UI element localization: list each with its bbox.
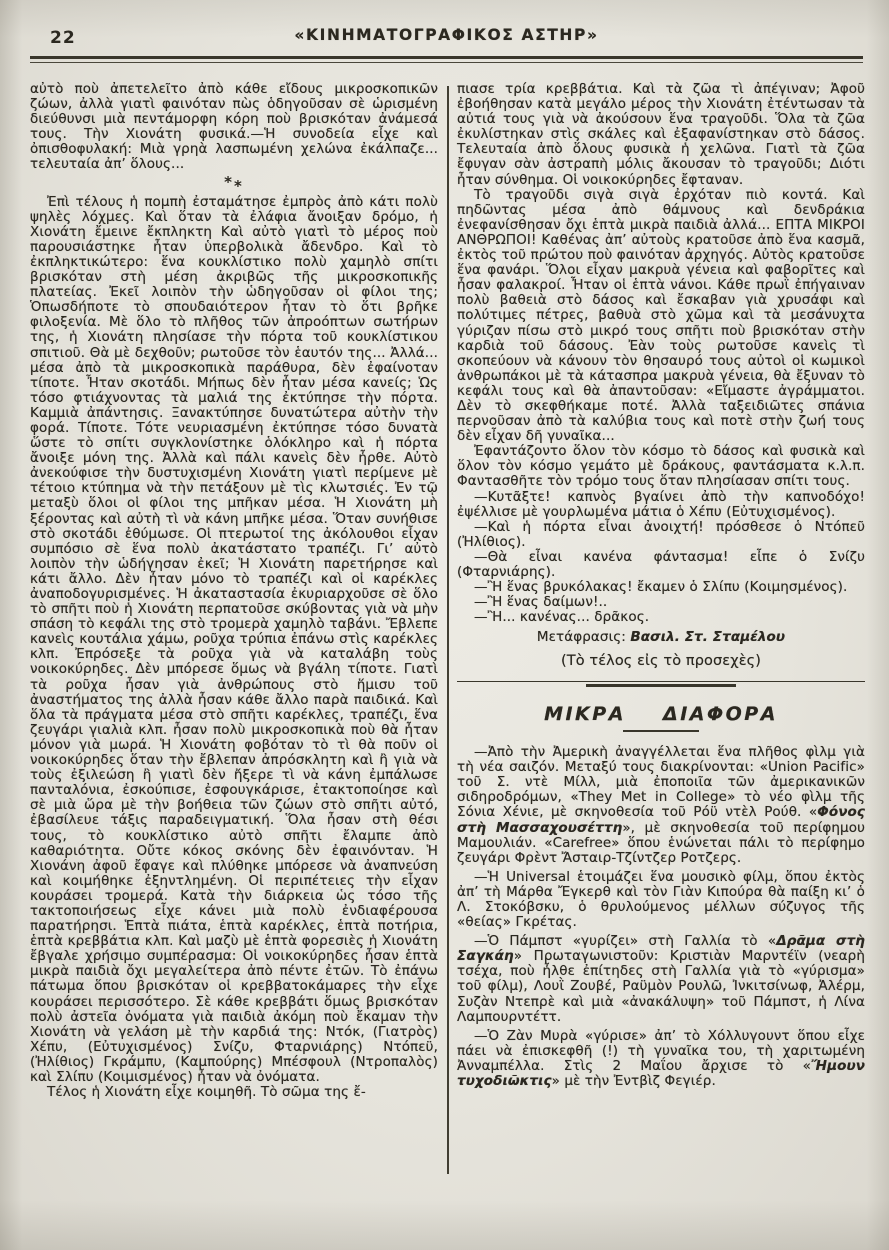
film-title: Δρᾶμα στὴ Σαγκάη [457, 933, 865, 965]
asterisk-separator [30, 172, 438, 195]
column-divider [447, 86, 449, 1174]
dialog-line: —Ἢ ἕνας βρυκόλακας! ἔκαμεν ὁ Σλίπυ (Κοιμησμένος). [474, 579, 848, 596]
news-text: —Ὁ Ζὰν Μυρὰ «γύρισε» ἀπ’ τὸ Χόλλυγουντ ὅπου εἶχε πάει νὰ ἐπισκεφθῆ (!) τὴ γυναῖκα του, τὴ χαριτωμένη Ἀνναμπέλλα. Στὶς 2 Μαΐου ἄρχισε τὸ « [457, 1027, 865, 1074]
news-item [457, 745, 865, 866]
dialog-line: —Θὰ εἶναι κανένα φάντασμα! εἶπε ὁ Σνίζυ (Φταρνιάρης). [457, 548, 865, 580]
news-text: —Ἡ Universal ἑτοιμάζει ἕνα μουσικὸ φίλμ, ὅπου ἐκτὸς ἀπ’ τὴ Μάρθα Ἔγκερθ καὶ τὸν Γιὰν Κιπούρα θὰ παίξη κι’ ὁ Λ. Στοκόβσκυ, ὁ θρυλούμενος μέλλων σύζυγος τῆς «θείας» Γκρέτας. [457, 868, 865, 931]
section-divider [457, 681, 865, 688]
dialog-line: —Κυτᾶξτε! καπνὸς βγαίνει ἀπὸ τὴν καπνοδόχο! ἐψέλλισε μὲ γουρλωμένα μάτια ὁ Χέπυ (Εὐτυχισμένος). [457, 488, 865, 520]
news-text: » Πρωταγωνιστοῦν: Κριστιὰν Μαρντέϊν (νεαρὴ τσέχα, ποὺ ἦλθε ἐπίτηδες στὴ Γαλλία γιὰ τὸ «γύρισμα» τοῦ φίλμ), Λουῒ Ζουβέ, Ραϋμὸν Ρουλῶ, Ἰνκιτσίνωφ, Ἀλέρμ, Συζὰν Ντεπρὲ καὶ μιὰ «ἀνακάλυψη» τοῦ Πάμπστ, ἡ Λίνα Λαμπουρντέττ. [457, 948, 865, 1025]
film-title: Φόνος στὴ Μασσαχουσέττη [457, 804, 865, 836]
asterisk: * [224, 172, 234, 191]
news-item [457, 870, 865, 930]
story-paragraph: Τὸ τραγοῦδι σιγὰ σιγὰ ἐρχόταν πιὸ κοντά. Καὶ πηδῶντας μέσα ἀπὸ θάμνους καὶ δενδράκια ἐνεφανίσθησαν ὄχι ἑπτὰ μικρὰ παιδιὰ ἀλλά... ΕΠΤΑ ΜΙΚΡΟΙ ΑΝΘΡΩΠΟΙ! Καθένας ἀπ’ αὐτοὺς κρατοῦσε ἀπὸ ἕνα κασμᾶ, ἐκτὸς τοῦ πρώτου ποὺ φαινόταν ἀρχηγός. Αὐτὸς κρατοῦσε ἕνα φανάρι. Ὅλοι εἶχαν μακρυὰ γένεια καὶ φαβορῖτες καὶ ἦσαν φαλακροί. Ἦταν οἱ ἑπτὰ νάνοι. Κάθε πρωῒ ἐπήγαιναν πολὺ βαθειὰ στὸ δάσος καὶ ἔσκαβαν γιὰ χρυσάφι καὶ πολύτιμες πέτρες, βαθυὰ στὸ χῶμα καὶ τὰ μεσάνυχτα γύριζαν πίσω στὸ μικρό τους σπῆτι ποὺ βρισκόταν στὴν καρδιὰ τοῦ δάσους. Ἐὰν τοὺς ρωτοῦσε κανεὶς τὶ σκοπεύουν νὰ κάνουν τὸν θησαυρό τους αὐτοὶ οἱ κωμικοὶ ἀνθρωπάκοι μὲ τὰ κάτασπρα μακρυὰ γένεια, θὰ ἔξυναν τὸ κεφάλι τους καὶ θὰ ἀπαντοῦσαν: «Εἴμαστε ἀγράμματοι. Δὲν τὸ σκεφθήκαμε ποτέ. Ἀλλὰ ταξειδιῶτες σπάνια περνοῦσαν ἀπὸ τὰ καλύβια τους καὶ ποτὲ στὴν ζωή τους δὲν εἶχαν δῆ γυναῖκα... [457, 186, 865, 445]
right-column [457, 82, 865, 1089]
divider-rule-long [457, 681, 865, 683]
text-columns [30, 82, 865, 1240]
translator-name: Βασιλ. Στ. Σταμέλου [630, 629, 786, 646]
film-title: Ἤμουν τυχοδιῶκτις [457, 1057, 865, 1090]
story-paragraph: Ἐπὶ τέλους ἡ πομπὴ ἐσταμάτησε ἐμπρὸς ἀπὸ κάτι πολὺ ψηλὲς λόχμες. Καὶ ὅταν τὰ ἐλάφια ἄνοιξαν δρόμο, ἡ Χιονάτη ἔμεινε ἔκπληκτη Καὶ αὐτὸ γιατὶ τὸ μέρος ποὺ παρουσιάστηκε ἦταν ὑπερβολικὰ ἄδενδρο. Καὶ τὸ ἐκπληκτικώτερο: ἕνα κουκλίστικο πολὺ χαμηλὸ σπίτι βρισκόταν στὴ μέση ἀκριβῶς τῆς μικροσκοπικῆς πλατείας. Ἐκεῖ λοιπὸν τὴν ὡδηγοῦσαν οἱ φίλοι της; Ὁπωσδήποτε τὸ σπουδαιότερον ἦταν τὸ ὅτι βρῆκε φιλοξενία. Μὲ ὅλο τὸ πλῆθος τῶν ἀπροόπτων σωτήρων της, ἡ Χιονάτη πλησίασε τὴν πόρτα τοῦ κουκλίστικου σπιτιοῦ. Θὰ μὲ δεχθοῦν; ρωτοῦσε τὸν ἑαυτόν της... Ἀλλά... μέσα ἀπὸ τὰ μικροσκοπικὰ παράθυρα, δὲν ἐφαίνοταν τίποτε. Ἦταν σκοτάδι. Μήπως δὲν ἦταν μέσα κανείς; Ὡς τόσο φτιάχνοντας τὰ μαλιά της ἐκτύπησε τὴν πόρτα. Καμμιὰ ἀπάντησις. Ξανακτύπησε δυνατώτερα αὐτὴν τὴν φορά. Τίποτε. Τότε νευριασμένη ἐκτύπησε τόσο δυνατὰ ὥστε τὸ σπίτι συγκλονίστηκε ὁλόκληρο καὶ ἡ πόρτα ἄνοιξε μόνη της. Ἀλλὰ καὶ πάλι κανεὶς δὲν ἦρθε. Αὐτὸ ἀνεκούφισε τὴν δυστυχισμένη Χιονάτη γιατὶ περίμενε μὲ τέτοιο κτύπημα νὰ τὴν πετάξουν μὲ τὶς κλωτσιές. Ἐν τῷ μεταξὺ ὅλοι οἱ φίλοι της μπῆκαν μέσα. Ἡ Χιονάτη μὴ ξέροντας καὶ αὐτὴ τὶ νὰ κάνη μπῆκε μέσα. Ὅταν συνήθισε στὸ σκοτάδι ἐθύμωσε. Οἱ πτερωτοί της ἀκόλουθοι εἶχαν συμπόσιο σὲ ἕνα πολὺ ἀκατάστατο τραπέζι. Γι’ αὐτὸ λοιπὸν τὴν ὡδήγησαν ἐκεῖ; Ἡ Χιονάτη παρετήρησε καὶ κάτι ἄλλο. Δὲν ἦταν μόνο τὸ τραπέζι καὶ οἱ καρέκλες ἀναποδογυρισμένες. Ἡ ἀκαταστασία ἐκυριαρχοῦσε σὲ ὅλο τὸ σπῆτι ποὺ ἡ Χιονάτη περπατοῦσε σκύβοντας γιὰ νὰ μὴν σπάση τὸ κεφάλι της στὸ τρομερὰ χαμηλὸ ταβάνι. Ἔβλεπε κανεὶς κουτάλια χάμω, ροῦχα τρύπια ἐπάνω στὶς καρέκλες κλπ. Ἐπρόσεξε τὰ ροῦχα γιὰ νὰ καταλάβη τοὺς νοικοκύρηδες. Δὲν μπόρεσε ὅμως νὰ βγάλη τίποτε. Γιατὶ τὰ ροῦχα ἦσαν γιὰ ἀνθρώπους στὸ ἥμισυ τοῦ ἀναστήματος της ἀλλὰ ἦσαν κάθε ἄλλο παρὰ παιδικά. Καὶ ὅλα τὰ πράγματα μέσα στὸ σπῆτι καρέκλες, τραπέζι, ἕνα ζευγάρι γιαλιὰ κλπ. ἦσαν πολὺ μικροσκοπικὰ ποὺ θὰ ἦταν μόνον γιὰ μωρά. Ἡ Χιονάτη φοβόταν τὸ τὶ θὰ ποῦν οἱ νοικοκύρηδες ὅταν τὴν ἔβλεπαν ἀπρόσκλητη καὶ ἢ γιὰ νὰ τοὺς ἐξιλεώση ἢ γιατὶ δὲν ἤξερε τὶ νὰ κάνη ἐμπάλωσε πανταλόνια, ἐσκούπισε, ἐσφουγκάρισε, ἐτακτοποίησε καὶ σὲ μιὰ ὥρα μὲ τὴν βοήθεια τῶν ζώων στὸ σπῆτι αὐτό, ἐβασίλευε τάξις παραδειγματική. Ὅλα ἦσαν στὴ θέσι τους, τὸ κουκλίστικο αὐτὸ σπῆτι ἔλαμπε ἀπὸ καθαριότητα. Οὔτε κόκος σκόνης δὲν ἐφαινόνταν. Ἡ Χιονάνη ἀφοῦ ἔφαγε καὶ πλύθηκε μπόρεσε νὰ ἀναπνεύση καὶ κοιμήθηκε ἐξηντλημένη. Οἱ περιπέτειες τὴν εἶχαν κουράσει τρομερά. Κατὰ τὴν διάρκεια ὡς τόσο τῆς τακτοποιήσεως εἶχε κάνει μιὰ πολὺ ἐνδιαφέρουσα παρατήρησι. Ἑπτὰ πιάτα, ἑπτὰ καρέκλες, ἑπτὰ ποτήρια, ἑπτὰ κρεββάτια κλπ. Καὶ μαζὺ μὲ ἑπτὰ φορεσιὲς ἡ Χιονάτη ἔβγαλε χρήσιμο συμπέρασμα: Οἱ νοικοκύρηδες ἦσαν ἑπτὰ μικρὰ παιδιὰ ὄχι μεγαλείτερα ἀπὸ πέντε ἐτῶν. Τὸ ἐπάνω πάτωμα ὅπου βρισκόταν οἱ κρεββατοκάμαρες τὴν εἶχε κουράσει περισσότερο. Σὲ κάθε κρεββάτι ὅμως βρισκόταν πολὺ ἀστεῖα ὀνόματα γιὰ παιδιὰ ἀκόμη ποὺ ἔκαμαν τὴν Χιονάτη νὰ γελάση μὲ τὴν καρδιά της: Ντόκ, (Γιατρὸς) Χέπυ, (Εὐτυχισμένος) Σνίζυ, Φταρνιάρης) Ντόπεϋ, (Ἠλίθιος) Γκράμπυ, (Καμπούρης) Μπέσφουλ (Ντροπαλὸς) καὶ Σλίπυ (Κοιμισμένος) ἦταν νὰ ὀνόματα. [30, 193, 438, 1085]
story-paragraph: αὐτὸ ποὺ ἀπετελεῖτο ἀπὸ κάθε εἴδους μικροσκοπικῶν ζώων, ἀλλὰ γιατὶ φαινόταν πὼς ὁδηγοῦσαν σὲ ὡρισμένη διεύθυνσι μιὰ πεντάμορφη κόρη ποὺ βρισκόταν ἀνάμεσά τους. Τὴν Χιονάτη φυσικά.—Ἡ συνοδεία εἶχε καὶ ὀπισθοφυλακή: Μιὰ γρηὰ λασπωμένη χελώνα ἐκάλπαζε... τελευταία ἀπ’ ὅλους... [30, 81, 438, 173]
dialog-line: —Ἢ ἕνας δαίμων!.. [474, 594, 608, 611]
story-paragraph: πιασε τρία κρεββάτια. Καὶ τὰ ζῶα τὶ ἀπέγιναν; Ἀφοῦ ἐβοήθησαν κατὰ μεγάλο μέρος τὴν Χιονάτη ἐτέντωσαν τὰ αὐτιά τους γιὰ νὰ ἀκούσουν ἕνα τραγοῦδι. Ὅλα τὰ ζῶα ἐκυλίστηκαν στὶς σκάλες καὶ ἐξαφανίστηκαν στὸ δάσος. Τελευταία ἀπὸ ὅλους φυσικὰ ἡ χελῶνα. Γιατὶ τὰ ζῶα ἔφυγαν σὰν ἀστραπὴ μόλις ἄκουσαν τὸ τραγοῦδι; Διότι ἦταν σύνθημα. Οἱ νοικοκύρηδες ἔφταναν. [457, 81, 865, 188]
page-number: 22 [50, 28, 76, 48]
news-text: », μὲ σκηνοθεσία τοῦ περίφημου Μαμουλιάν. «Carefree» ὅπου ἑνώνεται πάλι τὸ περίφημο ζευγάρι Φρὲντ Ἄσταιρ-Τζίντζερ Ροτζερς. [457, 819, 865, 866]
translator-line [457, 630, 865, 645]
news-text: » μὲ τὴν Ἐντβὶζ Φεγιέρ. [551, 1073, 716, 1090]
left-column [30, 82, 438, 1100]
story-paragraph: Τέλος ἡ Χιονάτη εἶχε κοιμηθῆ. Τὸ σῶμα της ἔ- [47, 1084, 366, 1101]
translator-label: Μετάφρασις: [536, 629, 626, 646]
news-text: —Ἀπὸ τὴν Ἀμερικὴ ἀναγγέλλεται ἕνα πλῆθος φὶλμ γιὰ τὴ νέα σαιζόν. Μεταξύ τους διακρίνονται: «Union Pacific» τοῦ Σ. ντὲ Μίλλ, μιὰ ἐποποιῖα τῶν ἀμερικανικῶν σιδηροδρόμων, «They Met in College» τὸ νέο φὶλμ τῆς Σόνια Χένιε, μὲ σκηνοθεσία τοῦ Ρόϋ ντὲλ Ρούθ. « [457, 744, 865, 821]
dialog-line: —Καὶ ἡ πόρτα εἶναι ἀνοιχτή! πρόσθεσε ὁ Ντόπεῦ (Ἠλίθιος). [457, 518, 865, 550]
page-header [30, 26, 863, 52]
news-item [457, 1029, 865, 1089]
news-section [457, 703, 865, 1089]
dialog-line: —Ἢ... κανένας... δρᾶκος. [474, 609, 650, 626]
story-paragraph: Ἐφαντάζοντο ὅλον τὸν κόσμο τὸ δάσος καὶ φυσικὰ καὶ ὅλον τὸν κόσμο γεμάτο μὲ δράκους, φαντάσματα κ.λ.π. Φαντασθῆτε τὸν τρόμο τους ὅταν πλησίασαν σπίτι τους. [457, 443, 865, 490]
divider-rule-short [586, 684, 736, 687]
header-rule [30, 56, 863, 63]
section-heading: ΜΙΚΡΑ ΔΙΑΦΟΡΑ [544, 703, 778, 726]
to-be-continued-note: (Τὸ τέλος εἰς τὸ προσεχὲς) [560, 653, 762, 670]
asterisk: * [234, 176, 244, 195]
heading-underline [623, 730, 699, 732]
news-item [457, 934, 865, 1025]
page-title: «ΚΙΝΗΜΑΤΟΓΡΑΦΙΚΟΣ ΑΣΤΗΡ» [294, 26, 599, 44]
news-text: —Ὁ Πάμπστ «γυρίζει» στὴ Γαλλία τὸ « [474, 933, 777, 950]
